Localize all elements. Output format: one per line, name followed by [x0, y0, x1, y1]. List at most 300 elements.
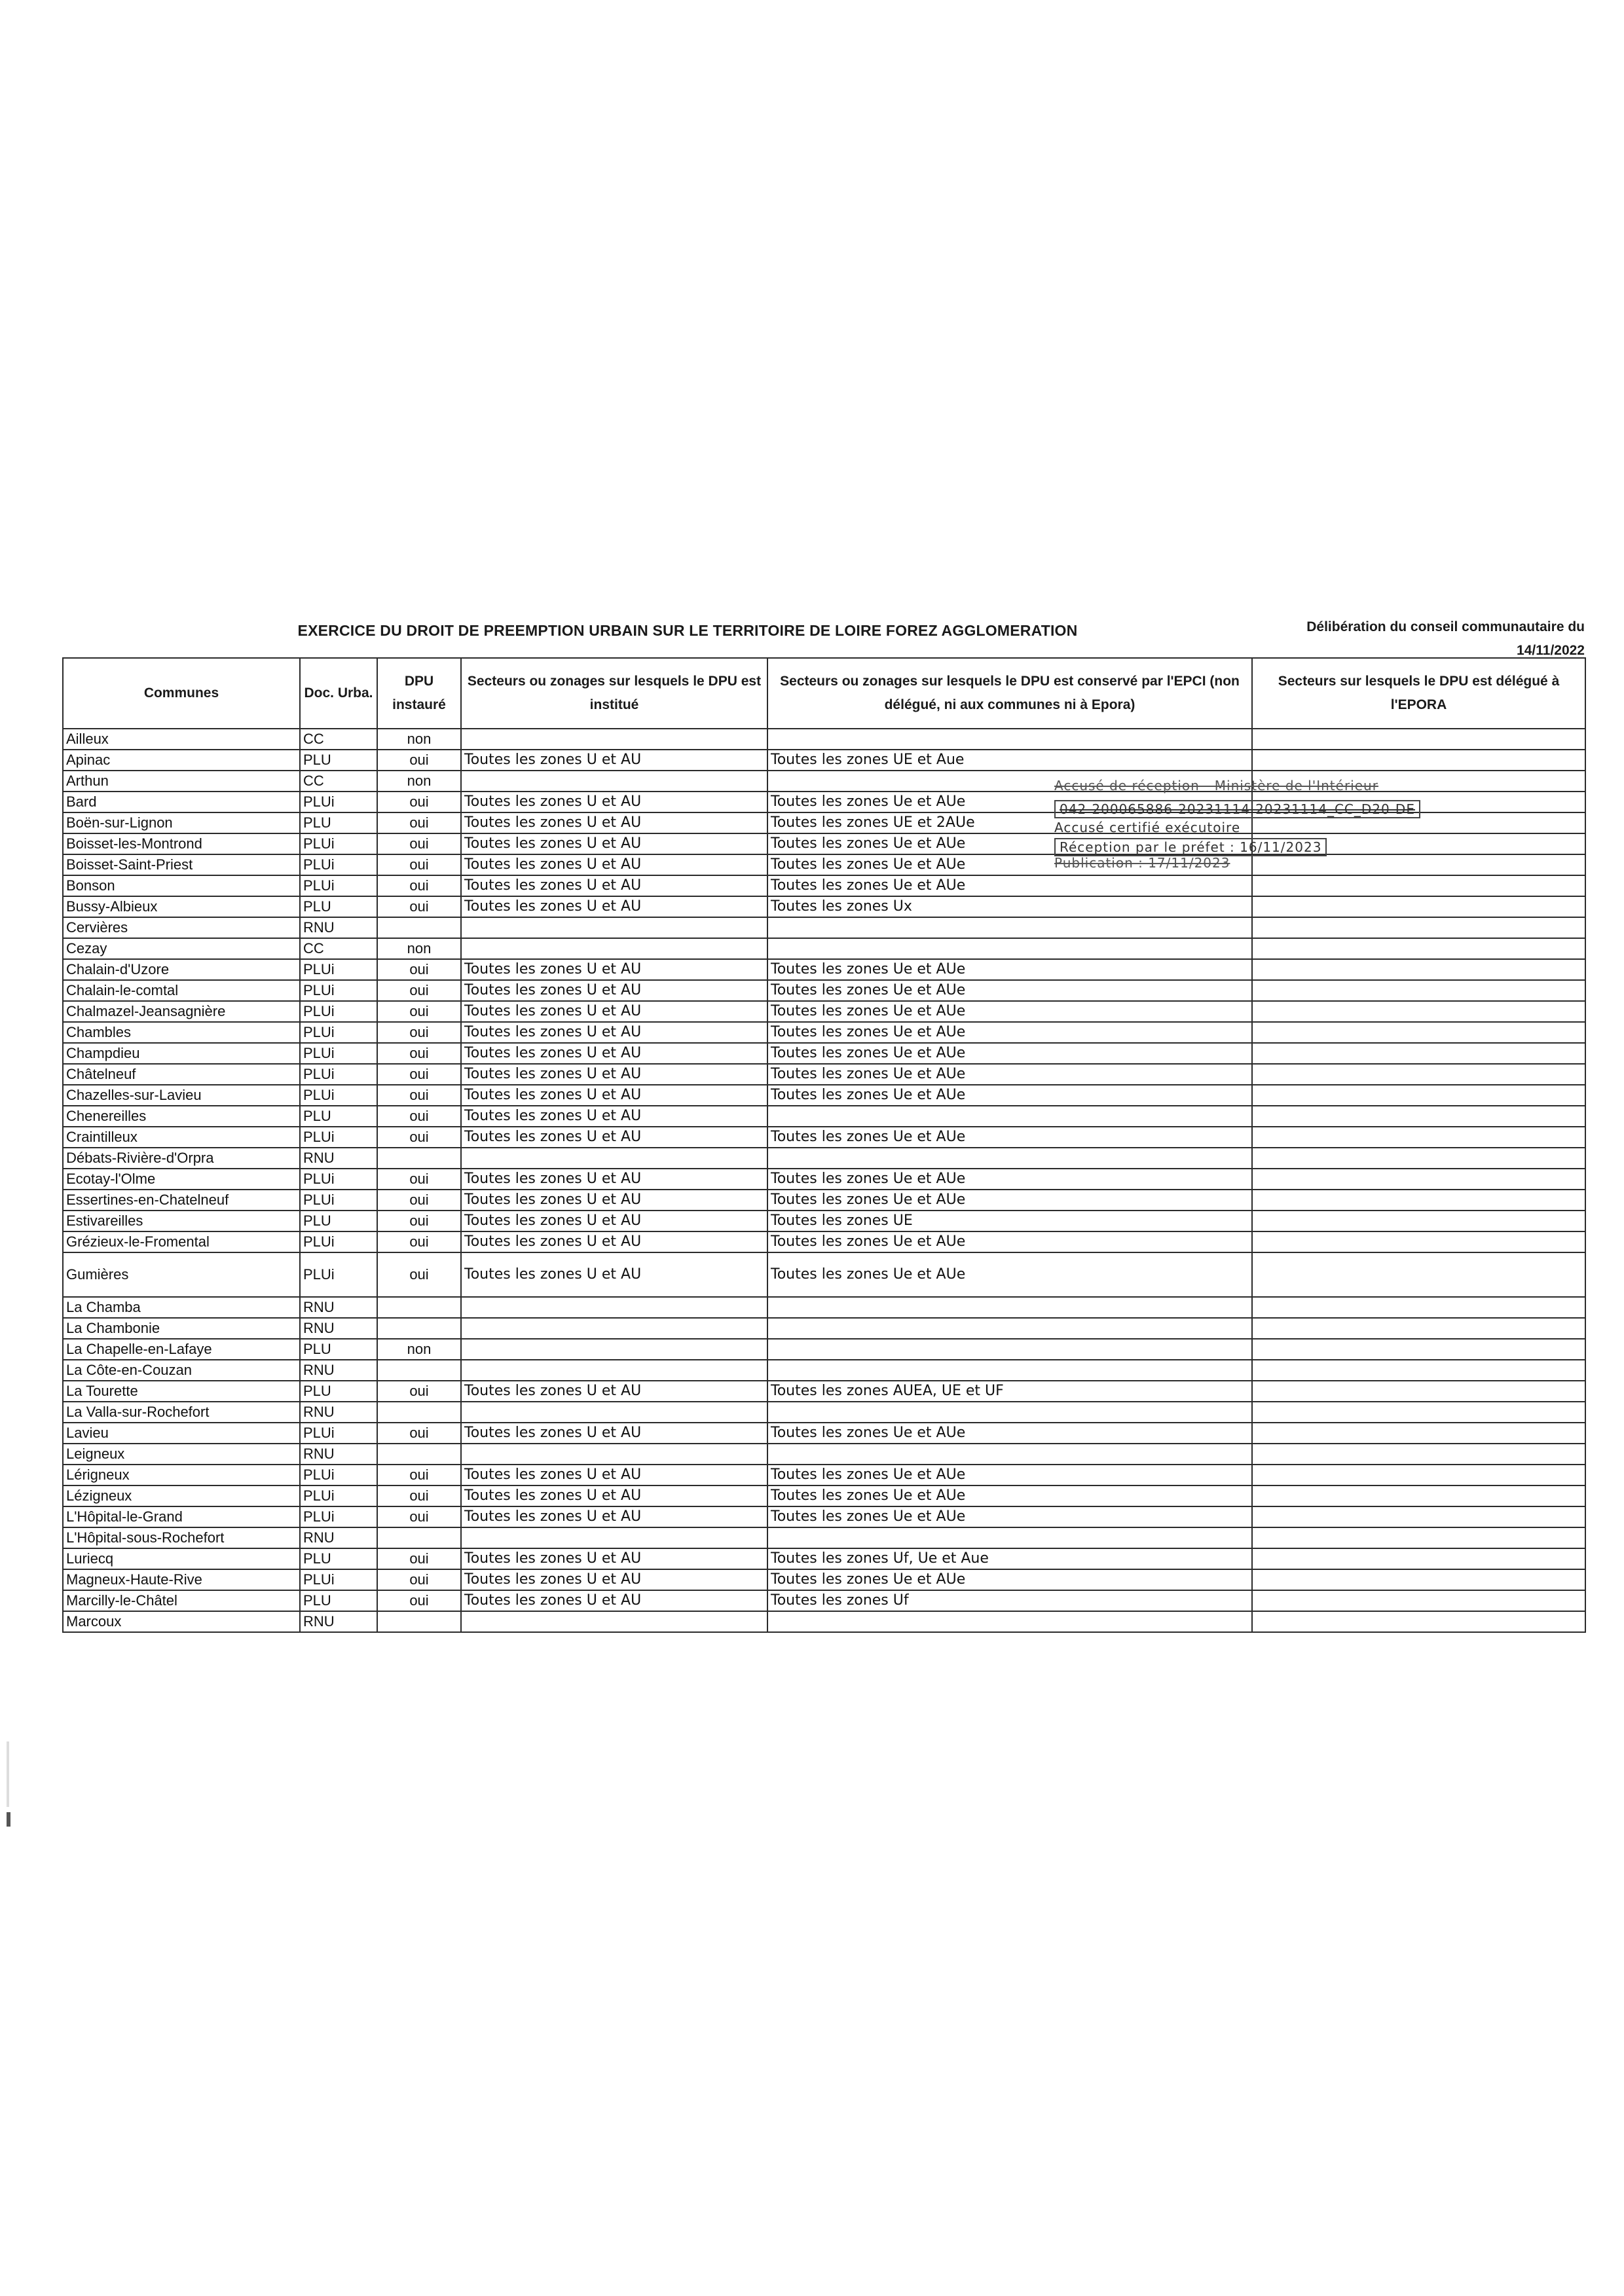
table-row — [63, 1231, 1585, 1252]
secteurs-institue-cell — [461, 1611, 767, 1632]
commune-cell: Grézieux-le-Fromental — [63, 1231, 300, 1252]
secteurs-institue-cell: Toutes les zones U et AU — [461, 833, 767, 854]
secteurs-epora-cell — [1252, 1527, 1585, 1548]
commune-cell: Marcilly-le-Châtel — [63, 1590, 300, 1611]
commune-cell: La Valla-sur-Rochefort — [63, 1402, 300, 1423]
commune-cell: Craintilleux — [63, 1127, 300, 1148]
secteurs-institue-cell: Toutes les zones U et AU — [461, 1548, 767, 1569]
table-row — [63, 1211, 1585, 1231]
secteurs-institue-cell: Toutes les zones U et AU — [461, 1231, 767, 1252]
secteurs-conserve-cell — [767, 729, 1252, 750]
secteurs-conserve-cell: Toutes les zones Ue et AUe — [767, 1064, 1252, 1085]
secteurs-conserve-cell: Toutes les zones Ux — [767, 896, 1252, 917]
secteurs-institue-cell: Toutes les zones U et AU — [461, 980, 767, 1001]
secteurs-institue-cell: Toutes les zones U et AU — [461, 1190, 767, 1211]
commune-cell: Lérigneux — [63, 1465, 300, 1485]
secteurs-institue-cell: Toutes les zones U et AU — [461, 1064, 767, 1085]
secteurs-institue-cell: Toutes les zones U et AU — [461, 1590, 767, 1611]
table-row — [63, 1190, 1585, 1211]
commune-cell: L'Hôpital-sous-Rochefort — [63, 1527, 300, 1548]
doc-urba-cell: PLU — [300, 1590, 377, 1611]
stamp-line-publication: Publication : 17/11/2023 — [1054, 855, 1230, 871]
table-row — [63, 1252, 1585, 1297]
dpu-instaure-cell: oui — [377, 1506, 461, 1527]
secteurs-institue-cell: Toutes les zones U et AU — [461, 1001, 767, 1022]
commune-cell: La Tourette — [63, 1381, 300, 1402]
table-row — [63, 1527, 1585, 1548]
dpu-instaure-cell: oui — [377, 833, 461, 854]
doc-urba-cell: PLU — [300, 1548, 377, 1569]
table-row — [63, 1127, 1585, 1148]
dpu-instaure-cell — [377, 1360, 461, 1381]
dpu-instaure-cell: oui — [377, 1423, 461, 1444]
doc-urba-cell: PLUi — [300, 1022, 377, 1043]
doc-urba-cell: RNU — [300, 1444, 377, 1465]
secteurs-conserve-cell: Toutes les zones UE et Aue — [767, 750, 1252, 771]
scan-mark-dark — [7, 1812, 10, 1827]
doc-urba-cell: PLU — [300, 1211, 377, 1231]
table-row — [63, 1085, 1585, 1106]
secteurs-institue-cell — [461, 1148, 767, 1169]
doc-urba-cell: CC — [300, 771, 377, 792]
commune-cell: Boisset-les-Montrond — [63, 833, 300, 854]
secteurs-institue-cell — [461, 1360, 767, 1381]
table-row — [63, 1381, 1585, 1402]
secteurs-conserve-cell: Toutes les zones Ue et AUe — [767, 1043, 1252, 1064]
secteurs-conserve-cell: Toutes les zones Ue et AUe — [767, 1231, 1252, 1252]
commune-cell: Arthun — [63, 771, 300, 792]
doc-urba-cell: PLU — [300, 812, 377, 833]
table-header-row — [63, 658, 1585, 729]
secteurs-conserve-cell: Toutes les zones Ue et AUe — [767, 854, 1252, 875]
secteurs-institue-cell: Toutes les zones U et AU — [461, 750, 767, 771]
doc-urba-cell: RNU — [300, 1297, 377, 1318]
table-row — [63, 729, 1585, 750]
table-row — [63, 1043, 1585, 1064]
stamp-line-reception: Accusé de réception - Ministère de l'Intérieur — [1054, 778, 1378, 793]
dpu-instaure-cell: oui — [377, 1106, 461, 1127]
doc-urba-cell: PLUi — [300, 1127, 377, 1148]
secteurs-epora-cell — [1252, 1211, 1585, 1231]
secteurs-conserve-cell: Toutes les zones Ue et AUe — [767, 1252, 1252, 1297]
secteurs-institue-cell: Toutes les zones U et AU — [461, 1169, 767, 1190]
secteurs-conserve-cell: Toutes les zones Ue et AUe — [767, 1085, 1252, 1106]
doc-urba-cell: RNU — [300, 1148, 377, 1169]
secteurs-conserve-cell: Toutes les zones Ue et AUe — [767, 792, 1252, 812]
secteurs-institue-cell: Toutes les zones U et AU — [461, 1506, 767, 1527]
doc-urba-cell: PLUi — [300, 1064, 377, 1085]
secteurs-conserve-cell — [767, 1339, 1252, 1360]
secteurs-epora-cell — [1252, 1231, 1585, 1252]
table-row — [63, 1569, 1585, 1590]
dpu-instaure-cell: oui — [377, 750, 461, 771]
secteurs-epora-cell — [1252, 1064, 1585, 1085]
commune-cell: Chazelles-sur-Lavieu — [63, 1085, 300, 1106]
table-row — [63, 1402, 1585, 1423]
table-row — [63, 1465, 1585, 1485]
prefecture-stamp — [1048, 778, 1532, 871]
table-row — [63, 1106, 1585, 1127]
secteurs-conserve-cell — [767, 1297, 1252, 1318]
table-row — [63, 1423, 1585, 1444]
doc-urba-cell: PLU — [300, 1339, 377, 1360]
secteurs-institue-cell: Toutes les zones U et AU — [461, 812, 767, 833]
commune-cell: Bonson — [63, 875, 300, 896]
secteurs-institue-cell: Toutes les zones U et AU — [461, 1252, 767, 1297]
doc-urba-cell: PLU — [300, 896, 377, 917]
dpu-instaure-cell — [377, 1318, 461, 1339]
secteurs-institue-cell: Toutes les zones U et AU — [461, 1043, 767, 1064]
dpu-instaure-cell: oui — [377, 875, 461, 896]
commune-cell: Leigneux — [63, 1444, 300, 1465]
secteurs-conserve-cell: Toutes les zones Ue et AUe — [767, 1001, 1252, 1022]
secteurs-epora-cell — [1252, 896, 1585, 917]
secteurs-institue-cell: Toutes les zones U et AU — [461, 875, 767, 896]
dpu-instaure-cell: oui — [377, 1590, 461, 1611]
dpu-instaure-cell: non — [377, 1339, 461, 1360]
secteurs-epora-cell — [1252, 1381, 1585, 1402]
header-dpu-instaure: DPU instauré — [377, 658, 461, 729]
commune-cell: Gumières — [63, 1252, 300, 1297]
table-row — [63, 1148, 1585, 1169]
doc-urba-cell: PLUi — [300, 1231, 377, 1252]
secteurs-institue-cell: Toutes les zones U et AU — [461, 959, 767, 980]
dpu-instaure-cell: oui — [377, 1022, 461, 1043]
dpu-instaure-cell: oui — [377, 1569, 461, 1590]
secteurs-institue-cell: Toutes les zones U et AU — [461, 792, 767, 812]
dpu-instaure-cell: oui — [377, 1127, 461, 1148]
table-row — [63, 1360, 1585, 1381]
secteurs-institue-cell — [461, 1297, 767, 1318]
commune-cell: Bussy-Albieux — [63, 896, 300, 917]
dpu-instaure-cell — [377, 917, 461, 938]
commune-cell: Luriecq — [63, 1548, 300, 1569]
dpu-instaure-cell: non — [377, 771, 461, 792]
secteurs-epora-cell — [1252, 1465, 1585, 1485]
dpu-instaure-cell: oui — [377, 1085, 461, 1106]
doc-urba-cell: PLUi — [300, 1043, 377, 1064]
dpu-instaure-cell: oui — [377, 1043, 461, 1064]
doc-urba-cell: PLUi — [300, 1190, 377, 1211]
secteurs-institue-cell: Toutes les zones U et AU — [461, 1465, 767, 1485]
secteurs-epora-cell — [1252, 1569, 1585, 1590]
deliberation-label: Délibération du conseil communautaire du — [1306, 619, 1585, 634]
commune-cell: Chenereilles — [63, 1106, 300, 1127]
doc-urba-cell: PLUi — [300, 959, 377, 980]
secteurs-epora-cell — [1252, 750, 1585, 771]
table-row — [63, 1318, 1585, 1339]
commune-cell: Ailleux — [63, 729, 300, 750]
doc-urba-cell: CC — [300, 938, 377, 959]
scan-mark-faint — [7, 1741, 9, 1807]
secteurs-institue-cell: Toutes les zones U et AU — [461, 854, 767, 875]
table-row — [63, 1001, 1585, 1022]
secteurs-institue-cell: Toutes les zones U et AU — [461, 1106, 767, 1127]
secteurs-conserve-cell — [767, 1148, 1252, 1169]
dpu-instaure-cell: oui — [377, 1252, 461, 1297]
doc-urba-cell: PLUi — [300, 980, 377, 1001]
secteurs-institue-cell — [461, 1339, 767, 1360]
secteurs-conserve-cell: Toutes les zones Ue et AUe — [767, 833, 1252, 854]
secteurs-epora-cell — [1252, 1190, 1585, 1211]
secteurs-institue-cell — [461, 771, 767, 792]
commune-cell: Estivareilles — [63, 1211, 300, 1231]
dpu-instaure-cell: oui — [377, 792, 461, 812]
secteurs-epora-cell — [1252, 1148, 1585, 1169]
table-row — [63, 1064, 1585, 1085]
doc-urba-cell: PLUi — [300, 833, 377, 854]
secteurs-epora-cell — [1252, 1402, 1585, 1423]
commune-cell: Marcoux — [63, 1611, 300, 1632]
secteurs-epora-cell — [1252, 1506, 1585, 1527]
table-row — [63, 1297, 1585, 1318]
secteurs-institue-cell — [461, 1527, 767, 1548]
secteurs-conserve-cell — [767, 938, 1252, 959]
doc-urba-cell: PLUi — [300, 1169, 377, 1190]
commune-cell: L'Hôpital-le-Grand — [63, 1506, 300, 1527]
dpu-instaure-cell: oui — [377, 1548, 461, 1569]
scan-margin-mark — [7, 1741, 10, 1827]
table-row — [63, 1590, 1585, 1611]
table-row — [63, 1548, 1585, 1569]
table-row — [63, 1444, 1585, 1465]
dpu-instaure-cell: oui — [377, 1231, 461, 1252]
secteurs-conserve-cell: Toutes les zones Ue et AUe — [767, 875, 1252, 896]
stamp-line-reference: 042-200065886-20231114-20231114_CC_D20-DE — [1054, 800, 1420, 818]
deliberation-note — [1270, 615, 1585, 663]
commune-cell: La Chamba — [63, 1297, 300, 1318]
secteurs-epora-cell — [1252, 959, 1585, 980]
doc-urba-cell: PLU — [300, 750, 377, 771]
secteurs-institue-cell: Toutes les zones U et AU — [461, 1022, 767, 1043]
dpu-instaure-cell — [377, 1444, 461, 1465]
secteurs-epora-cell — [1252, 938, 1585, 959]
secteurs-institue-cell: Toutes les zones U et AU — [461, 1423, 767, 1444]
dpu-instaure-cell — [377, 1527, 461, 1548]
table-row — [63, 1022, 1585, 1043]
dpu-instaure-cell — [377, 1148, 461, 1169]
doc-urba-cell: PLUi — [300, 1465, 377, 1485]
dpu-instaure-cell: non — [377, 729, 461, 750]
doc-urba-cell: RNU — [300, 1318, 377, 1339]
table-row — [63, 875, 1585, 896]
table-row — [63, 917, 1585, 938]
secteurs-conserve-cell: Toutes les zones Ue et AUe — [767, 1485, 1252, 1506]
commune-cell: Apinac — [63, 750, 300, 771]
secteurs-conserve-cell: Toutes les zones UE — [767, 1211, 1252, 1231]
dpu-instaure-cell: oui — [377, 980, 461, 1001]
commune-cell: Châtelneuf — [63, 1064, 300, 1085]
table-row — [63, 750, 1585, 771]
doc-urba-cell: PLUi — [300, 854, 377, 875]
secteurs-conserve-cell — [767, 1444, 1252, 1465]
table-row — [63, 896, 1585, 917]
secteurs-institue-cell — [461, 729, 767, 750]
secteurs-epora-cell — [1252, 1022, 1585, 1043]
commune-cell: Bard — [63, 792, 300, 812]
secteurs-epora-cell — [1252, 875, 1585, 896]
secteurs-conserve-cell: Toutes les zones Ue et AUe — [767, 1423, 1252, 1444]
commune-cell: Lavieu — [63, 1423, 300, 1444]
table-row — [63, 1339, 1585, 1360]
secteurs-conserve-cell — [767, 1360, 1252, 1381]
secteurs-institue-cell: Toutes les zones U et AU — [461, 1085, 767, 1106]
commune-cell: La Chambonie — [63, 1318, 300, 1339]
secteurs-epora-cell — [1252, 1252, 1585, 1297]
doc-urba-cell: RNU — [300, 1611, 377, 1632]
commune-cell: Cezay — [63, 938, 300, 959]
secteurs-epora-cell — [1252, 729, 1585, 750]
commune-cell: Magneux-Haute-Rive — [63, 1569, 300, 1590]
secteurs-conserve-cell — [767, 1106, 1252, 1127]
secteurs-epora-cell — [1252, 1423, 1585, 1444]
deliberation-date: 14/11/2022 — [1517, 643, 1585, 658]
commune-cell: Ecotay-l'Olme — [63, 1169, 300, 1190]
secteurs-conserve-cell: Toutes les zones Ue et AUe — [767, 1465, 1252, 1485]
doc-urba-cell: RNU — [300, 1360, 377, 1381]
secteurs-institue-cell: Toutes les zones U et AU — [461, 1485, 767, 1506]
secteurs-institue-cell: Toutes les zones U et AU — [461, 1211, 767, 1231]
secteurs-institue-cell — [461, 1402, 767, 1423]
secteurs-epora-cell — [1252, 1318, 1585, 1339]
table-row — [63, 1485, 1585, 1506]
secteurs-epora-cell — [1252, 1485, 1585, 1506]
doc-urba-cell: PLUi — [300, 1001, 377, 1022]
secteurs-institue-cell: Toutes les zones U et AU — [461, 896, 767, 917]
secteurs-epora-cell — [1252, 1548, 1585, 1569]
table-row — [63, 938, 1585, 959]
header-communes: Communes — [63, 658, 300, 729]
secteurs-epora-cell — [1252, 1360, 1585, 1381]
table-row — [63, 1506, 1585, 1527]
stamp-line-prefet: Réception par le préfet : 16/11/2023 — [1054, 838, 1327, 856]
secteurs-epora-cell — [1252, 917, 1585, 938]
secteurs-conserve-cell — [767, 1402, 1252, 1423]
secteurs-conserve-cell: Toutes les zones Ue et AUe — [767, 1022, 1252, 1043]
doc-urba-cell: PLU — [300, 1381, 377, 1402]
commune-cell: La Côte-en-Couzan — [63, 1360, 300, 1381]
header-doc-urba: Doc. Urba. — [300, 658, 377, 729]
dpu-instaure-cell: oui — [377, 1169, 461, 1190]
secteurs-institue-cell — [461, 917, 767, 938]
header-secteurs-institue: Secteurs ou zonages sur lesquels le DPU est institué — [461, 658, 767, 729]
secteurs-conserve-cell: Toutes les zones Ue et AUe — [767, 1127, 1252, 1148]
secteurs-epora-cell — [1252, 1590, 1585, 1611]
dpu-instaure-cell: oui — [377, 896, 461, 917]
secteurs-conserve-cell: Toutes les zones Ue et AUe — [767, 1569, 1252, 1590]
stamp-line-executoire: Accusé certifié exécutoire — [1054, 820, 1241, 835]
secteurs-institue-cell: Toutes les zones U et AU — [461, 1381, 767, 1402]
commune-cell: Essertines-en-Chatelneuf — [63, 1190, 300, 1211]
commune-cell: Chambles — [63, 1022, 300, 1043]
doc-urba-cell: PLU — [300, 1106, 377, 1127]
secteurs-conserve-cell: Toutes les zones Ue et AUe — [767, 1506, 1252, 1527]
dpu-instaure-cell: oui — [377, 1211, 461, 1231]
commune-cell: Débats-Rivière-d'Orpra — [63, 1148, 300, 1169]
secteurs-epora-cell — [1252, 1106, 1585, 1127]
secteurs-epora-cell — [1252, 1085, 1585, 1106]
header-secteurs-epora: Secteurs sur lesquels le DPU est délégué à l'EPORA — [1252, 658, 1585, 729]
secteurs-conserve-cell: Toutes les zones Ue et AUe — [767, 1169, 1252, 1190]
secteurs-conserve-cell: Toutes les zones UE et 2AUe — [767, 812, 1252, 833]
doc-urba-cell: RNU — [300, 917, 377, 938]
secteurs-conserve-cell: Toutes les zones Ue et AUe — [767, 980, 1252, 1001]
commune-cell: La Chapelle-en-Lafaye — [63, 1339, 300, 1360]
doc-urba-cell: PLUi — [300, 1252, 377, 1297]
doc-urba-cell: PLUi — [300, 1569, 377, 1590]
secteurs-epora-cell — [1252, 1339, 1585, 1360]
table-row — [63, 980, 1585, 1001]
secteurs-epora-cell — [1252, 1611, 1585, 1632]
dpu-instaure-cell: oui — [377, 959, 461, 980]
doc-urba-cell: PLUi — [300, 875, 377, 896]
dpu-instaure-cell — [377, 1611, 461, 1632]
commune-cell: Cervières — [63, 917, 300, 938]
dpu-instaure-cell: oui — [377, 1465, 461, 1485]
dpu-instaure-cell — [377, 1297, 461, 1318]
dpu-instaure-cell — [377, 1402, 461, 1423]
secteurs-conserve-cell — [767, 1611, 1252, 1632]
commune-cell: Lézigneux — [63, 1485, 300, 1506]
commune-cell: Chalmazel-Jeansagnière — [63, 1001, 300, 1022]
commune-cell: Champdieu — [63, 1043, 300, 1064]
doc-urba-cell: PLUi — [300, 1485, 377, 1506]
header-secteurs-conserve: Secteurs ou zonages sur lesquels le DPU est conservé par l'EPCI (non délégué, ni aux communes ni à Epora) — [767, 658, 1252, 729]
dpu-instaure-cell: non — [377, 938, 461, 959]
secteurs-institue-cell: Toutes les zones U et AU — [461, 1127, 767, 1148]
dpu-instaure-cell: oui — [377, 1190, 461, 1211]
secteurs-conserve-cell: Toutes les zones AUEA, UE et UF — [767, 1381, 1252, 1402]
secteurs-conserve-cell — [767, 1527, 1252, 1548]
secteurs-institue-cell — [461, 938, 767, 959]
commune-cell: Boën-sur-Lignon — [63, 812, 300, 833]
dpu-instaure-cell: oui — [377, 1064, 461, 1085]
commune-cell: Chalain-d'Uzore — [63, 959, 300, 980]
doc-urba-cell: PLUi — [300, 1506, 377, 1527]
commune-cell: Chalain-le-comtal — [63, 980, 300, 1001]
doc-urba-cell: PLUi — [300, 1085, 377, 1106]
table-row — [63, 1169, 1585, 1190]
dpu-instaure-cell: oui — [377, 1381, 461, 1402]
secteurs-institue-cell — [461, 1318, 767, 1339]
document-title: EXERCICE DU DROIT DE PREEMPTION URBAIN SUR LE TERRITOIRE DE LOIRE FOREZ AGGLOMERATION — [297, 622, 1078, 639]
secteurs-conserve-cell — [767, 1318, 1252, 1339]
secteurs-epora-cell — [1252, 1043, 1585, 1064]
secteurs-conserve-cell: Toutes les zones Ue et AUe — [767, 959, 1252, 980]
table-row — [63, 1611, 1585, 1632]
secteurs-conserve-cell: Toutes les zones Uf — [767, 1590, 1252, 1611]
secteurs-epora-cell — [1252, 1297, 1585, 1318]
doc-urba-cell: RNU — [300, 1527, 377, 1548]
dpu-instaure-cell: oui — [377, 812, 461, 833]
secteurs-epora-cell — [1252, 1127, 1585, 1148]
secteurs-conserve-cell: Toutes les zones Ue et AUe — [767, 1190, 1252, 1211]
table-row — [63, 959, 1585, 980]
secteurs-epora-cell — [1252, 1169, 1585, 1190]
dpu-instaure-cell: oui — [377, 1001, 461, 1022]
dpu-instaure-cell: oui — [377, 1485, 461, 1506]
dpu-instaure-cell: oui — [377, 854, 461, 875]
secteurs-institue-cell — [461, 1444, 767, 1465]
secteurs-conserve-cell — [767, 917, 1252, 938]
secteurs-conserve-cell: Toutes les zones Uf, Ue et Aue — [767, 1548, 1252, 1569]
secteurs-institue-cell: Toutes les zones U et AU — [461, 1569, 767, 1590]
doc-urba-cell: CC — [300, 729, 377, 750]
doc-urba-cell: RNU — [300, 1402, 377, 1423]
doc-urba-cell: PLUi — [300, 792, 377, 812]
secteurs-epora-cell — [1252, 1444, 1585, 1465]
doc-urba-cell: PLUi — [300, 1423, 377, 1444]
